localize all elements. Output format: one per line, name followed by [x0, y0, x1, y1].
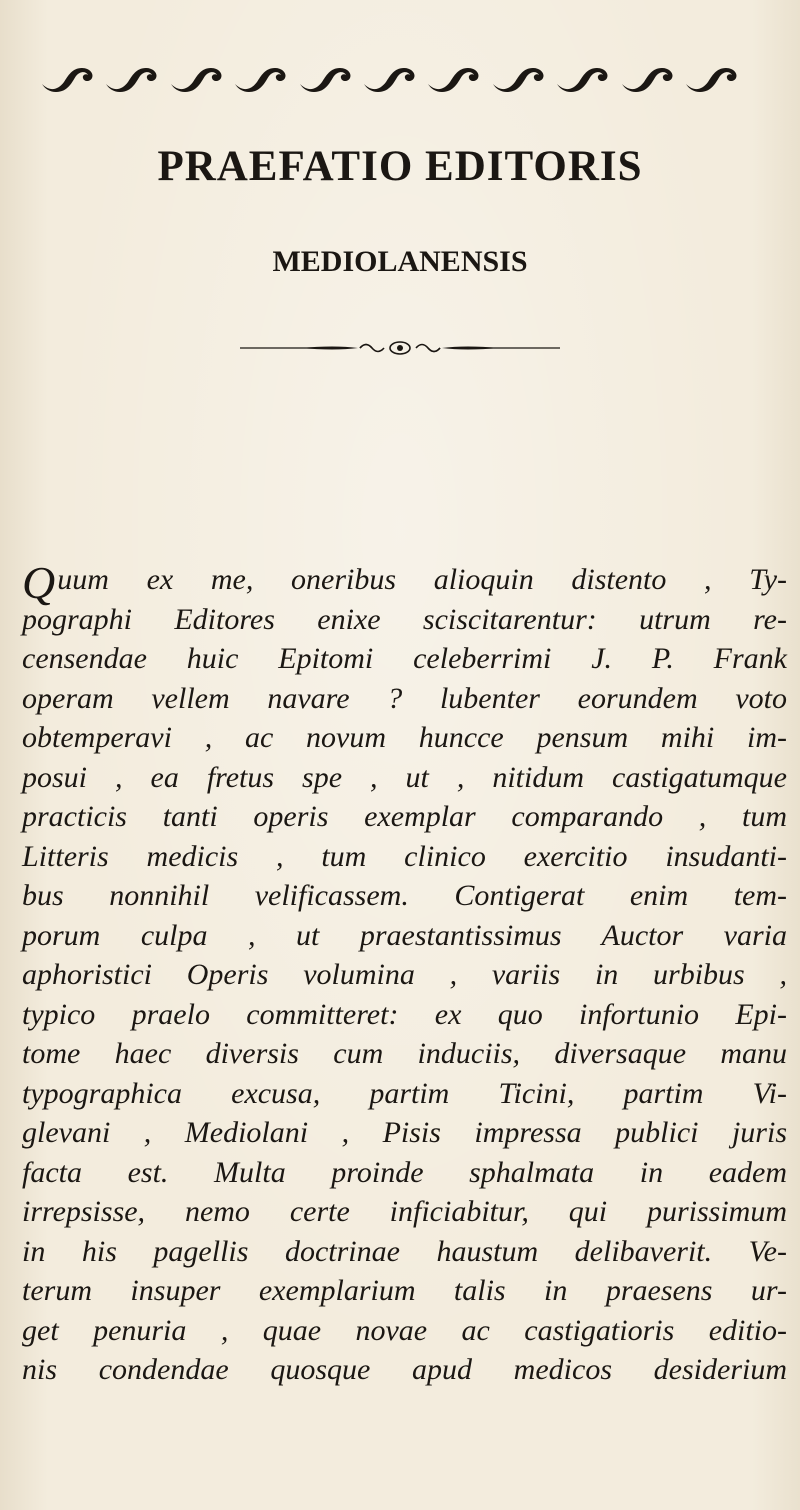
fleuron-icon: [104, 62, 160, 96]
text-line: bus nonnihil velificassem. Contigerat enim tem-: [22, 879, 787, 912]
text-line: Litteris medicis , tum clinico exercitio insudanti-: [22, 839, 787, 873]
fleuron-icon: [426, 62, 482, 96]
fleuron-icon: [684, 62, 740, 96]
fleuron-icon: [233, 62, 289, 96]
fleuron-icon: [362, 62, 418, 96]
fleuron-icon: [169, 62, 225, 96]
ornamental-rule-icon: [240, 338, 560, 358]
text-line: operam vellem navare ? lubenter eorundem voto: [22, 681, 787, 715]
text-line: obtemperavi , ac novum huncce pensum mihi im-: [22, 721, 787, 754]
drop-cap: Q: [22, 557, 56, 608]
text-line: in his pagellis doctrinae haustum delibaverit. Ve-: [22, 1234, 787, 1268]
text-line: typico praelo committeret: ex quo infortunio Epi-: [22, 997, 787, 1031]
text-line: terum insuper exemplarium talis in praesens ur-: [22, 1274, 787, 1307]
text-line: facta est. Multa proinde sphalmata in eadem: [22, 1155, 787, 1189]
text-line: aphoristici Operis volumina , variis in urbibus ,: [22, 958, 787, 991]
text-line: irrepsisse, nemo certe inficiabitur, qui purissimum: [22, 1195, 787, 1228]
text-line: get penuria , quae novae ac castigatioris editio-: [22, 1313, 787, 1347]
text-line: typographica excusa, partim Ticini, partim Vi-: [22, 1076, 787, 1110]
text-line: [22, 557, 787, 608]
page-title: PRAEFATIO EDITORIS: [157, 143, 643, 190]
text-line: practicis tanti operis exemplar comparando , tum: [22, 800, 787, 833]
fleuron-icon: [491, 62, 547, 96]
text-line: nis condendae quosque apud medicos desiderium: [22, 1353, 787, 1386]
fleuron-icon: [620, 62, 676, 96]
text-line: censendae huic Epitomi celeberrimi J. P. Frank: [22, 642, 787, 675]
fleuron-icon: [555, 62, 611, 96]
text-line: tome haec diversis cum induciis, diversaque manu: [22, 1037, 787, 1070]
fleuron-icon: [40, 62, 96, 96]
fleuron-border: [40, 62, 740, 102]
text-line: porum culpa , ut praestantissimus Auctor varia: [22, 918, 787, 952]
text-line: pographi Editores enixe sciscitarentur: utrum re-: [22, 602, 787, 636]
text-line: posui , ea fretus spe , ut , nitidum castigatumque: [22, 760, 787, 794]
page-subtitle: MEDIOLANENSIS: [272, 245, 528, 278]
text-line-content: uum ex me, oneribus alioquin distento , Ty-: [57, 563, 787, 596]
preface-body: [22, 557, 787, 1390]
fleuron-icon: [298, 62, 354, 96]
text-line: glevani , Mediolani , Pisis impressa publici juris: [22, 1116, 787, 1149]
